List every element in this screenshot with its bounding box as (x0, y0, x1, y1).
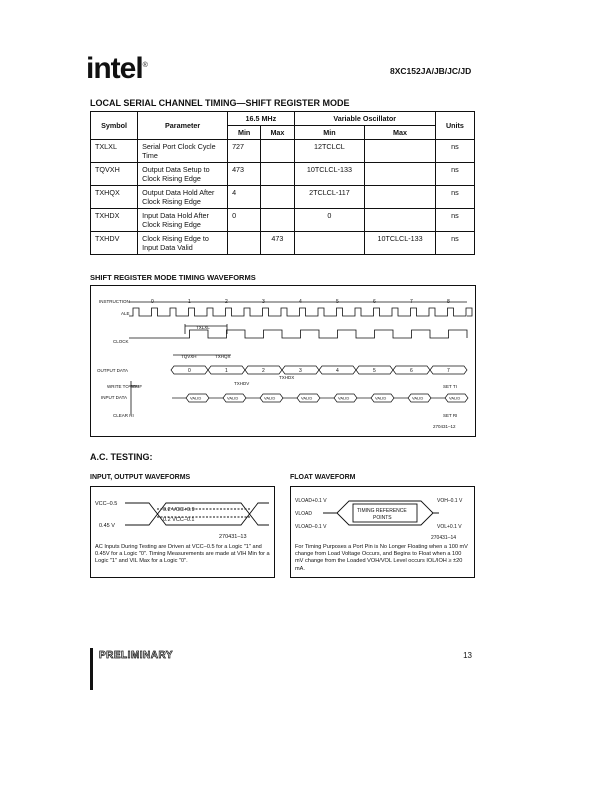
input-valid-label: VALID (375, 395, 387, 401)
label-tqvxh: TQVXH (181, 354, 197, 359)
io-figure-number: 270431–13 (219, 534, 247, 540)
cell-units: ns (435, 209, 474, 232)
io-waveform-title: INPUT, OUTPUT WAVEFORMS (90, 474, 191, 481)
figure-number: 270431–12 (433, 424, 456, 429)
col-variable: Variable Oscillator (294, 112, 435, 126)
cell-symbol: TXHQX (91, 186, 138, 209)
label-ale: ALE (121, 311, 130, 316)
float-vload-hi: VLOAD+0.1 V (295, 498, 327, 504)
float-waveform-box (290, 486, 475, 578)
cell-symbol: TXLXL (91, 140, 138, 163)
label-txhdx: TXHDX (279, 375, 295, 380)
cell-max16 (261, 140, 294, 163)
waveform-box (90, 285, 476, 437)
margin-bar (90, 648, 93, 690)
cell-min16: 473 (228, 163, 261, 186)
table-row (91, 232, 475, 255)
input-valid-label: VALID (301, 395, 313, 401)
output-bit-label: 1 (225, 368, 228, 374)
cell-param: Clock Rising Edge to Input Data Valid (138, 232, 228, 255)
float-vol: VOL+0.1 V (437, 524, 462, 530)
float-vload: VLOAD (295, 511, 312, 517)
preliminary-mark: PRELIMINARY (99, 650, 174, 661)
cell-symbol: TQVXH (91, 163, 138, 186)
cell-param: Output Data Setup to Clock Rising Edge (138, 163, 228, 186)
output-bit-label: 7 (447, 368, 450, 374)
input-valid-label: VALID (190, 395, 202, 401)
instruction-tick: 3 (262, 299, 265, 305)
output-bit-label: 0 (188, 368, 191, 374)
label-write-sbuf: WRITE TO SBUF (107, 384, 143, 389)
label-clock: CLOCK (113, 339, 129, 344)
cell-minv (294, 232, 365, 255)
cell-minv: 12TCLCL (294, 140, 365, 163)
io-hi-ref: 0.2 VCC+0.9 (163, 507, 195, 513)
instruction-tick: 5 (336, 299, 339, 305)
col-parameter: Parameter (138, 112, 228, 140)
cell-units: ns (435, 140, 474, 163)
input-valid-label: VALID (264, 395, 276, 401)
col-16mhz: 16.5 MHz (228, 112, 295, 126)
col-min: Min (228, 126, 261, 140)
io-waveform-diagram (91, 487, 274, 542)
float-ref1: TIMING REFERENCE (357, 508, 407, 514)
table-row (91, 163, 475, 186)
label-txlxl: TXLXL (196, 325, 210, 330)
cell-param: Input Data Hold After Clock Rising Edge (138, 209, 228, 232)
label-input-data: INPUT DATA (101, 395, 128, 400)
instruction-tick: 4 (299, 299, 302, 305)
label-set-ti: SET TI (443, 384, 457, 389)
cell-min16: 4 (228, 186, 261, 209)
serial-timing-title: LOCAL SERIAL CHANNEL TIMING—SHIFT REGISTER MODE (90, 98, 350, 108)
cell-units: ns (435, 232, 474, 255)
cell-max16 (261, 209, 294, 232)
cell-units: ns (435, 186, 474, 209)
io-vcc-label: VCC–0.5 (95, 501, 118, 507)
float-figure-number: 270431–14 (431, 535, 457, 541)
cell-param: Output Data Hold After Clock Rising Edge (138, 186, 228, 209)
output-bit-label: 4 (336, 368, 339, 374)
output-bit-label: 2 (262, 368, 265, 374)
instruction-tick: 6 (373, 299, 376, 305)
cell-minv: 10TCLCL-133 (294, 163, 365, 186)
cell-min16: 0 (228, 209, 261, 232)
output-bit-label: 6 (410, 368, 413, 374)
output-bit-label: 5 (373, 368, 376, 374)
float-ref2: POINTS (373, 515, 392, 521)
cell-max16: 473 (261, 232, 294, 255)
float-voh: VOH–0.1 V (437, 498, 463, 504)
page-number: 13 (463, 651, 472, 660)
part-number: 8XC152JA/JB/JC/JD (390, 66, 472, 76)
cell-units: ns (435, 163, 474, 186)
col-units: Units (435, 112, 474, 140)
label-txhqx: TXHQX (215, 354, 231, 359)
cell-symbol: TXHDX (91, 209, 138, 232)
cell-maxv (365, 140, 436, 163)
ac-testing-title: A.C. TESTING: (90, 452, 153, 462)
cell-minv: 0 (294, 209, 365, 232)
cell-param: Serial Port Clock Cycle Time (138, 140, 228, 163)
serial-timing-table (90, 111, 475, 255)
cell-maxv (365, 186, 436, 209)
intel-logo: intel® (86, 52, 147, 85)
instruction-tick: 0 (151, 299, 154, 305)
float-waveform-title: FLOAT WAVEFORM (290, 474, 356, 481)
cell-minv: 2TCLCL-117 (294, 186, 365, 209)
float-vload-lo: VLOAD–0.1 V (295, 524, 327, 530)
waveform-title: SHIFT REGISTER MODE TIMING WAVEFORMS (90, 273, 256, 282)
table-row (91, 209, 475, 232)
col-max: Max (261, 126, 294, 140)
label-clear-ri: CLEAR RI (113, 413, 134, 418)
io-lo-ref: 0.2 VCC–0.1 (163, 517, 195, 523)
label-set-ri: SET RI (443, 413, 458, 418)
table-row (91, 140, 475, 163)
cell-maxv (365, 209, 436, 232)
io-low-label: 0.45 V (99, 523, 115, 529)
instruction-tick: 8 (447, 299, 450, 305)
io-note: AC Inputs During Testing are Driven at VCC–0.5 for a Logic "1" and 0.45V for a Logic "0". Timing Measurements are made at VIH Min for a Logic "1" and VIL Max for a Logic "0". (95, 544, 270, 565)
io-waveform-box (90, 486, 275, 578)
label-output-data: OUTPUT DATA (97, 368, 129, 373)
waveform-diagram (91, 286, 475, 436)
col-max: Max (365, 126, 436, 140)
instruction-tick: 2 (225, 299, 228, 305)
table-row (91, 186, 475, 209)
cell-min16 (228, 232, 261, 255)
cell-symbol: TXHDV (91, 232, 138, 255)
input-valid-label: VALID (338, 395, 350, 401)
label-instruction: INSTRUCTION (99, 299, 130, 304)
instruction-tick: 7 (410, 299, 413, 305)
instruction-tick: 1 (188, 299, 191, 305)
input-valid-label: VALID (412, 395, 424, 401)
cell-max16 (261, 186, 294, 209)
input-valid-label: VALID (227, 395, 239, 401)
cell-maxv (365, 163, 436, 186)
input-valid-label: VALID (449, 395, 461, 401)
float-note: For Timing Purposes a Port Pin is No Longer Floating when a 100 mV change from Load Voltage Occurs, and Begins to Float when a 100 mV change from the Loaded VOH/VOL Level occurs IOL/IOH ≥ ±20 mA. (295, 544, 468, 572)
label-txhdv: TXHDV (234, 381, 250, 386)
cell-maxv: 10TCLCL-133 (365, 232, 436, 255)
col-symbol: Symbol (91, 112, 138, 140)
cell-min16: 727 (228, 140, 261, 163)
output-bit-label: 3 (299, 368, 302, 374)
float-waveform-diagram (291, 487, 474, 542)
cell-max16 (261, 163, 294, 186)
col-min: Min (294, 126, 365, 140)
